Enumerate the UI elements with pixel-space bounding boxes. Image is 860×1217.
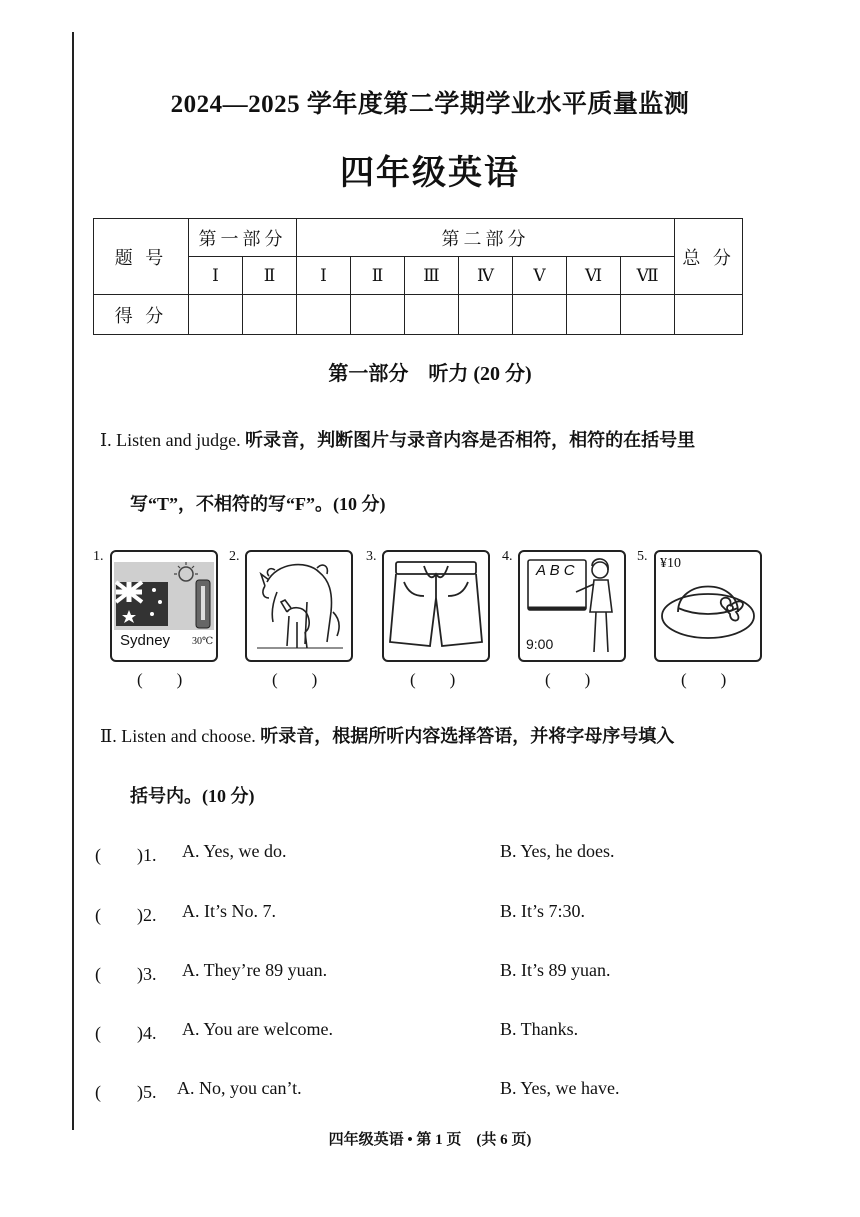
answer-paren[interactable]: ( ): [272, 670, 318, 689]
q2-label: Ⅱ.: [100, 726, 122, 746]
score-table-part2: 第二部分: [297, 219, 675, 257]
picture-4: [518, 550, 626, 662]
q2-chinese: 听录音，根据所听内容选择答语，并将字母序号填入: [255, 726, 675, 746]
score-cell[interactable]: [351, 295, 405, 335]
answer-paren[interactable]: ( ): [410, 670, 456, 689]
picture-temp: 30℃: [192, 636, 214, 647]
exam-subject: 四年级英语: [340, 155, 520, 192]
page-footer: 四年级英语 • 第 1 页 (共 6 页): [328, 1132, 532, 1148]
score-col-p2-1: Ⅰ: [297, 257, 351, 295]
q1-instruction-line2: 写“T”，不相符的写“F”。(10 分): [130, 494, 386, 514]
picture-caption: Sydney: [120, 632, 171, 649]
score-col-p1-1: Ⅰ: [189, 257, 243, 295]
choice-option-b: B. It’s 7:30.: [500, 901, 586, 921]
answer-paren[interactable]: ( ): [681, 670, 727, 689]
score-col-p2-5: Ⅴ: [513, 257, 567, 295]
score-table-part1: 第一部分: [189, 219, 297, 257]
horses-icon: [247, 552, 351, 660]
score-cell[interactable]: [621, 295, 675, 335]
pic-number: 1.: [93, 549, 104, 564]
score-col-p2-6: Ⅵ: [567, 257, 621, 295]
score-cell[interactable]: [297, 295, 351, 335]
choice-option-a: A. You are welcome.: [182, 1019, 333, 1039]
score-table-number-label: 题 号: [94, 219, 189, 295]
choice-option-a: A. They’re 89 yuan.: [182, 960, 328, 980]
score-col-p2-7: Ⅶ: [621, 257, 675, 295]
choice-number[interactable]: ( )2.: [95, 905, 157, 925]
pic-number: 2.: [229, 549, 240, 564]
choice-option-a: A. No, you can’t.: [177, 1078, 302, 1098]
score-cell[interactable]: [243, 295, 297, 335]
score-table: [93, 218, 743, 335]
answer-paren[interactable]: ( ): [545, 670, 591, 689]
picture-time: 9:00: [526, 636, 554, 652]
blackboard-text: A B C: [536, 562, 575, 579]
score-cell[interactable]: [189, 295, 243, 335]
score-col-p2-2: Ⅱ: [351, 257, 405, 295]
score-cell[interactable]: [567, 295, 621, 335]
shorts-icon: [384, 552, 488, 660]
choice-option-b: B. Yes, he does.: [500, 841, 615, 861]
picture-3: [382, 550, 490, 662]
choice-option-a: A. It’s No. 7.: [182, 901, 276, 921]
choice-number[interactable]: ( )5.: [95, 1082, 157, 1102]
pic-number: 3.: [366, 549, 377, 564]
pic-number: 5.: [637, 549, 648, 564]
score-cell[interactable]: [405, 295, 459, 335]
score-table-score-label: 得 分: [94, 295, 189, 335]
section1-heading: 第一部分 听力 (20 分): [328, 363, 532, 385]
q2-instruction: [100, 722, 674, 748]
q2-instruction-line2: 括号内。(10 分): [130, 786, 255, 806]
choice-option-a: A. Yes, we do.: [182, 841, 287, 861]
score-cell[interactable]: [459, 295, 513, 335]
picture-5: [654, 550, 762, 662]
choice-number[interactable]: ( )1.: [95, 845, 157, 865]
q2-english: Listen and choose.: [121, 726, 256, 746]
q1-instruction: [100, 431, 800, 449]
choice-number[interactable]: ( )4.: [95, 1023, 157, 1043]
score-col-p1-2: Ⅱ: [243, 257, 297, 295]
score-table-total: 总 分: [675, 219, 743, 295]
pic-number: 4.: [502, 549, 513, 564]
score-cell-total[interactable]: [675, 295, 743, 335]
choice-number[interactable]: ( )3.: [95, 964, 157, 984]
score-col-p2-3: Ⅲ: [405, 257, 459, 295]
choice-option-b: B. Yes, we have.: [500, 1078, 620, 1098]
choice-option-b: B. Thanks.: [500, 1019, 579, 1039]
score-col-p2-4: Ⅳ: [459, 257, 513, 295]
price-tag: ¥10: [660, 556, 681, 571]
picture-2: [245, 550, 353, 662]
q1-label: Ⅰ.: [100, 430, 117, 450]
score-cell[interactable]: [513, 295, 567, 335]
q1-chinese: 听录音，判断图片与录音内容是否相符，相符的在括号里: [240, 430, 696, 450]
q1-english: Listen and judge.: [116, 430, 241, 450]
binding-line: [72, 32, 74, 1130]
answer-paren[interactable]: ( ): [137, 670, 183, 689]
choice-option-b: B. It’s 89 yuan.: [500, 960, 611, 980]
exam-title: 2024—2025 学年度第二学期学业水平质量监测: [170, 91, 690, 118]
picture-1: [110, 550, 218, 662]
